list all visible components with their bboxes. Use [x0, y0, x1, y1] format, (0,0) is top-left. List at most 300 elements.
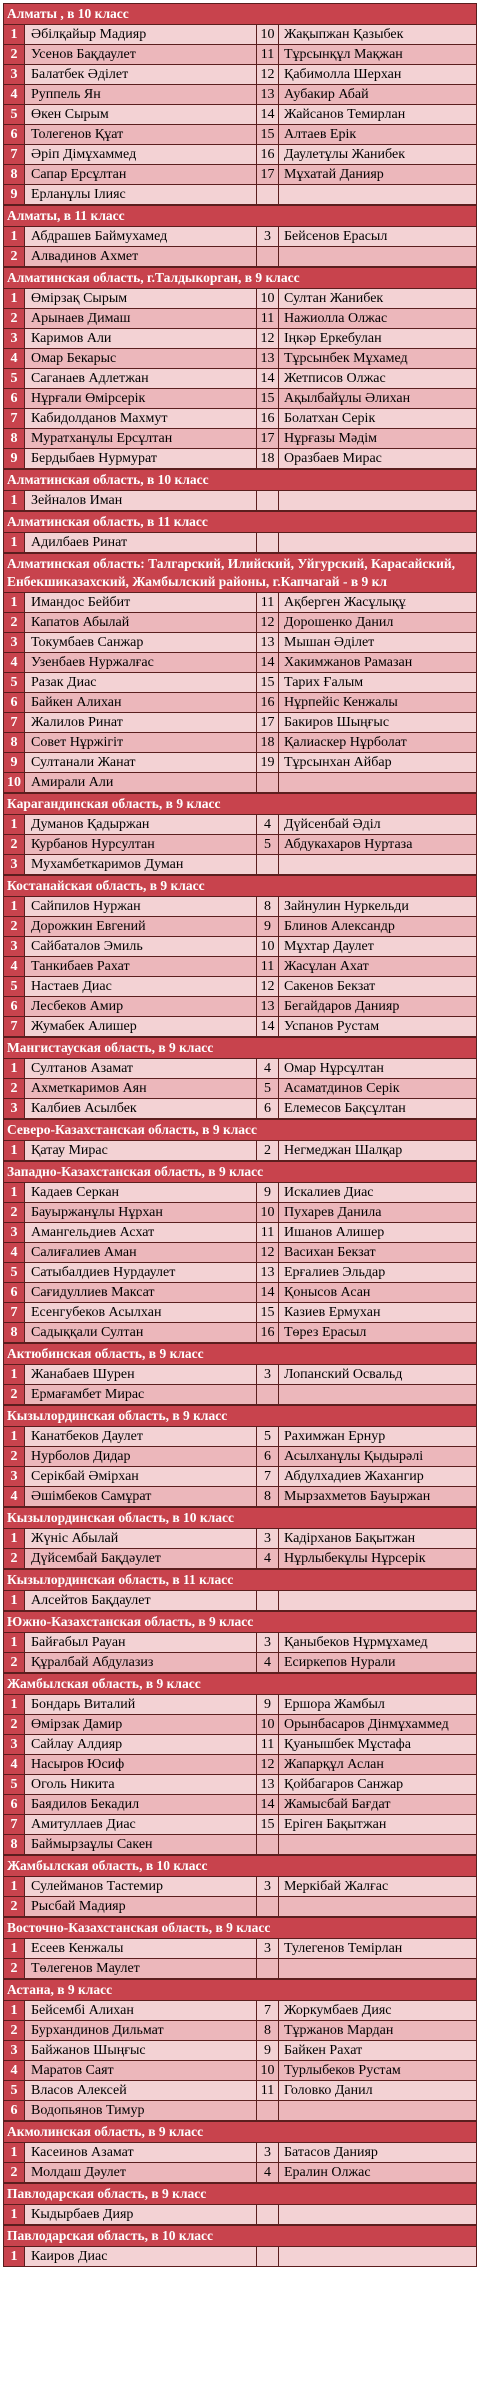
right-name-cell [279, 773, 476, 792]
left-name-cell: Салиғалиев Аман [25, 1243, 257, 1262]
table-row [4, 45, 476, 65]
left-name-cell: Өмірзақ Сырым [25, 289, 257, 308]
left-number-cell: 5 [4, 105, 25, 124]
left-number-cell: 2 [4, 1385, 25, 1404]
right-name-cell: Жоркумбаев Дияс [284, 2003, 392, 2018]
right-number-cell: 16 [257, 693, 279, 712]
right-name-cell: Ерғалиев Эльдар [284, 1265, 386, 1280]
section-block [3, 1673, 477, 1855]
right-number-cell: 11 [257, 45, 279, 64]
left-name-cell: Молдаш Дәулет [25, 2163, 257, 2182]
right-number-cell: 3 [257, 1939, 279, 1958]
section-title: Алматинская область, г.Талдыкорган, в 9 класс [4, 268, 476, 289]
right-number-cell: 16 [257, 409, 279, 428]
left-number-cell: 3 [4, 855, 25, 874]
left-name-cell: Толегенов Құат [25, 125, 257, 144]
right-number-cell: 15 [257, 389, 279, 408]
left-number-cell: 1 [4, 1141, 25, 1160]
table-row [4, 1715, 476, 1735]
table-row [4, 349, 476, 369]
left-number-cell: 2 [4, 1653, 25, 1672]
table-row [4, 1775, 476, 1795]
table-row [4, 713, 476, 733]
left-name-cell: Әріп Дімұхаммед [25, 145, 257, 164]
right-name-cell: Мұхтар Даулет [284, 939, 374, 954]
table-row [4, 997, 476, 1017]
table-row [4, 289, 476, 309]
left-name-cell: Думанов Қадыржан [25, 815, 257, 834]
left-number-cell: 2 [4, 2021, 25, 2040]
left-number-cell: 7 [4, 713, 25, 732]
left-name-cell: Сағидуллиев Максат [25, 1283, 257, 1302]
left-number-cell: 5 [4, 2081, 25, 2100]
section-title: Северо-Казахстанская область, в 9 класс [4, 1120, 476, 1141]
right-number-cell: 12 [257, 329, 279, 348]
section-block [3, 3, 477, 205]
left-number-cell: 1 [4, 593, 25, 612]
section-block [3, 1917, 477, 1979]
right-name-cell: Нұрғазы Мәдім [284, 431, 378, 446]
right-name-cell [279, 2205, 476, 2224]
left-number-cell: 5 [4, 977, 25, 996]
left-name-cell: Жалилов Ринат [25, 713, 257, 732]
right-name-cell: Алтаев Ерік [284, 127, 357, 142]
section-block [3, 2225, 477, 2267]
table-row [4, 329, 476, 349]
right-number-cell: 17 [257, 429, 279, 448]
right-number-cell [257, 1835, 279, 1854]
left-number-cell: 2 [4, 45, 25, 64]
right-name-cell [279, 1897, 476, 1916]
right-name-cell: Меркібай Жалғас [284, 1879, 389, 1894]
table-row [4, 185, 476, 205]
right-number-cell: 8 [257, 2021, 279, 2040]
table-row [4, 1203, 476, 1223]
left-name-cell: Байкен Алихан [25, 693, 257, 712]
left-name-cell: Калбиев Асылбек [25, 1099, 257, 1118]
right-name-cell: Омар Нұрсұлтан [284, 1061, 384, 1076]
right-name-cell: Іңкәр Еркебулан [284, 331, 382, 346]
right-number-cell [257, 855, 279, 874]
right-name-cell: Рахимжан Ернур [284, 1429, 386, 1444]
right-name-cell: Тарих Ғалым [284, 675, 364, 690]
table-row [4, 1695, 476, 1715]
right-number-cell: 16 [257, 145, 279, 164]
section-block [3, 793, 477, 875]
right-number-cell: 10 [257, 937, 279, 956]
right-number-cell: 3 [257, 1529, 279, 1548]
right-number-cell: 6 [257, 1099, 279, 1118]
left-name-cell: Есеев Кенжалы [25, 1939, 257, 1958]
table-row [4, 1017, 476, 1037]
table-row [4, 369, 476, 389]
left-number-cell: 1 [4, 533, 25, 552]
table-row [4, 1897, 476, 1917]
section-title: Алматинская область, в 10 класс [4, 470, 476, 491]
table-row [4, 1633, 476, 1653]
right-name-cell: Нұрпейіс Кенжалы [284, 695, 398, 710]
left-name-cell: Бурхандинов Дильмат [25, 2021, 257, 2040]
left-name-cell: Есенгубеков Асылхан [25, 1303, 257, 1322]
left-name-cell: Нұрғали Өмірсерік [25, 389, 257, 408]
right-number-cell: 10 [257, 2061, 279, 2080]
left-name-cell: Сапар Ерсұлтан [25, 165, 257, 184]
table-row [4, 1487, 476, 1507]
right-name-cell: Жамысбай Бағдат [284, 1797, 391, 1812]
left-name-cell: Байжанов Шыңғыс [25, 2041, 257, 2060]
right-number-cell: 18 [257, 733, 279, 752]
left-name-cell: Жүніс Абылай [25, 1529, 257, 1548]
right-number-cell: 14 [257, 105, 279, 124]
left-number-cell: 3 [4, 65, 25, 84]
right-number-cell: 8 [257, 1487, 279, 1506]
left-name-cell: Балатбек Әділет [25, 65, 257, 84]
table-row [4, 773, 476, 793]
right-name-cell: Ақберген Жасұлықұ [284, 595, 406, 610]
left-number-cell: 1 [4, 1183, 25, 1202]
right-number-cell: 19 [257, 753, 279, 772]
table-row [4, 2101, 476, 2121]
left-number-cell: 7 [4, 409, 25, 428]
left-number-cell: 3 [4, 937, 25, 956]
right-number-cell: 17 [257, 713, 279, 732]
left-number-cell: 3 [4, 1735, 25, 1754]
table-row [4, 1795, 476, 1815]
section-title: Костанайская область, в 9 класс [4, 876, 476, 897]
left-name-cell: Канатбеков Даулет [25, 1427, 257, 1446]
right-name-cell: Жетписов Олжас [284, 371, 386, 386]
right-number-cell: 10 [257, 1715, 279, 1734]
left-name-cell: Разак Диас [25, 673, 257, 692]
right-number-cell: 3 [257, 2143, 279, 2162]
table-row [4, 429, 476, 449]
right-number-cell [257, 773, 279, 792]
table-row [4, 2081, 476, 2101]
section-title: Актюбинская область, в 9 класс [4, 1344, 476, 1365]
left-number-cell: 9 [4, 753, 25, 772]
table-row [4, 937, 476, 957]
right-name-cell: Ақылбайұлы Әлихан [284, 391, 411, 406]
table-row [4, 1529, 476, 1549]
left-name-cell: Рысбай Мадияр [25, 1897, 257, 1916]
right-name-cell: Лопанский Освальд [284, 1367, 403, 1382]
left-number-cell: 3 [4, 2041, 25, 2060]
left-number-cell: 1 [4, 1427, 25, 1446]
section-block [3, 1569, 477, 1611]
section-block [3, 1119, 477, 1161]
table-row [4, 1141, 476, 1161]
left-number-cell: 5 [4, 1775, 25, 1794]
right-name-cell: Тулегенов Темірлан [284, 1941, 403, 1956]
left-name-cell: Баймырзаұлы Сакен [25, 1835, 257, 1854]
left-number-cell: 2 [4, 1549, 25, 1568]
right-name-cell [279, 2247, 476, 2266]
section-block [3, 1405, 477, 1507]
table-row [4, 2041, 476, 2061]
right-number-cell: 13 [257, 1775, 279, 1794]
left-number-cell: 5 [4, 1263, 25, 1282]
right-name-cell: Аубакир Абай [284, 87, 369, 102]
left-name-cell: Водопьянов Тимур [25, 2101, 257, 2120]
left-name-cell: Капатов Абылай [25, 613, 257, 632]
right-number-cell: 12 [257, 65, 279, 84]
left-name-cell: Адилбаев Ринат [25, 533, 257, 552]
left-number-cell: 2 [4, 835, 25, 854]
table-row [4, 1283, 476, 1303]
right-number-cell [257, 491, 279, 510]
left-number-cell: 4 [4, 1243, 25, 1262]
right-name-cell: Асылханұлы Қыдырәлі [284, 1449, 424, 1464]
left-number-cell: 8 [4, 429, 25, 448]
table-row [4, 2061, 476, 2081]
left-number-cell: 1 [4, 1365, 25, 1384]
left-name-cell: Амитуллаев Диас [25, 1815, 257, 1834]
table-row [4, 733, 476, 753]
left-number-cell: 1 [4, 2205, 25, 2224]
table-row [4, 1323, 476, 1343]
section-block [3, 1507, 477, 1569]
section-title: Акмолинская область, в 9 класс [4, 2122, 476, 2143]
table-row [4, 1653, 476, 1673]
right-name-cell [279, 185, 476, 204]
right-number-cell: 14 [257, 1283, 279, 1302]
table-row [4, 1835, 476, 1855]
right-number-cell: 9 [257, 917, 279, 936]
section-block [3, 2183, 477, 2225]
left-number-cell: 7 [4, 1815, 25, 1834]
table-row [4, 389, 476, 409]
right-number-cell: 11 [257, 957, 279, 976]
left-number-cell: 5 [4, 369, 25, 388]
left-number-cell: 4 [4, 85, 25, 104]
left-name-cell: Өкен Сырым [25, 105, 257, 124]
left-number-cell: 6 [4, 997, 25, 1016]
right-number-cell: 18 [257, 449, 279, 468]
table-row [4, 65, 476, 85]
right-name-cell: Пухарев Данила [284, 1205, 382, 1220]
right-name-cell: Турлыбеков Рустам [284, 2063, 401, 2078]
section-title: Жамбылская область, в 9 класс [4, 1674, 476, 1695]
left-number-cell: 7 [4, 145, 25, 164]
right-number-cell: 3 [257, 1633, 279, 1652]
left-number-cell: 2 [4, 2163, 25, 2182]
table-row [4, 247, 476, 267]
right-number-cell: 5 [257, 835, 279, 854]
right-number-cell: 10 [257, 25, 279, 44]
table-row [4, 1959, 476, 1979]
left-name-cell: Оголь Никита [25, 1775, 257, 1794]
right-name-cell: Қалиаскер Нұрболат [284, 735, 407, 750]
table-row [4, 409, 476, 429]
right-name-cell: Даулетұлы Жанибек [284, 147, 405, 162]
left-name-cell: Бауыржанұлы Нұрхан [25, 1203, 257, 1222]
right-number-cell: 3 [257, 1877, 279, 1896]
left-number-cell: 6 [4, 1795, 25, 1814]
right-name-cell: Ишанов Алишер [284, 1225, 385, 1240]
table-row [4, 1059, 476, 1079]
left-name-cell: Нурболов Дидар [25, 1447, 257, 1466]
table-row [4, 693, 476, 713]
section-title: Алматинская область: Талгарский, Илийский, Уйгурский, Карасайский, Енбекшиказахский, Жамбылский районы, г.Капчагай - в 9 кл [4, 554, 476, 593]
left-name-cell: Қатау Мирас [25, 1141, 257, 1160]
table-row [4, 753, 476, 773]
left-number-cell: 6 [4, 125, 25, 144]
left-name-cell: Зейналов Иман [25, 491, 257, 510]
right-number-cell: 13 [257, 349, 279, 368]
section-title: Астана, в 9 класс [4, 1980, 476, 2001]
right-number-cell: 9 [257, 1695, 279, 1714]
left-name-cell: Кадаев Серкан [25, 1183, 257, 1202]
left-name-cell: Байғабыл Рауан [25, 1633, 257, 1652]
left-number-cell: 3 [4, 1099, 25, 1118]
right-name-cell: Батасов Данияр [284, 2145, 378, 2160]
left-name-cell: Алвадинов Ахмет [25, 247, 257, 266]
left-number-cell: 7 [4, 1303, 25, 1322]
right-name-cell: Орынбасаров Дінмұхаммед [284, 1717, 449, 1732]
table-row [4, 2247, 476, 2267]
right-number-cell: 4 [257, 815, 279, 834]
left-number-cell: 6 [4, 2101, 25, 2120]
right-number-cell: 14 [257, 369, 279, 388]
left-name-cell: Дорожкин Евгений [25, 917, 257, 936]
right-number-cell: 14 [257, 1795, 279, 1814]
right-name-cell: Кадірханов Бақытжан [284, 1531, 416, 1546]
left-name-cell: Серікбай Әмірхан [25, 1467, 257, 1486]
section-title: Кызылординская область, в 11 класс [4, 1570, 476, 1591]
right-number-cell: 4 [257, 1059, 279, 1078]
right-name-cell: Ералин Олжас [284, 2165, 371, 2180]
table-row [4, 2143, 476, 2163]
left-name-cell: Дүйсембай Бақдәулет [25, 1549, 257, 1568]
section-title: Кызылординская область, в 9 класс [4, 1406, 476, 1427]
right-number-cell: 7 [257, 1467, 279, 1486]
table-row [4, 957, 476, 977]
section-title: Мангистауская область, в 9 класс [4, 1038, 476, 1059]
table-row [4, 491, 476, 511]
table-row [4, 2205, 476, 2225]
right-number-cell: 3 [257, 227, 279, 246]
left-name-cell: Алсейтов Бақдаулет [25, 1591, 257, 1610]
participants-table [3, 3, 477, 2267]
right-name-cell: Жақыпжан Қазыбек [284, 27, 404, 42]
left-name-cell: Бердыбаев Нурмурат [25, 449, 257, 468]
section-title: Алматы, в 11 класс [4, 206, 476, 227]
left-name-cell: Құралбай Абдулазиз [25, 1653, 257, 1672]
right-number-cell: 7 [257, 2001, 279, 2020]
right-number-cell: 4 [257, 1653, 279, 1672]
right-name-cell: Нұрлыбекұлы Нұрсерік [284, 1551, 426, 1566]
right-name-cell: Искалиев Диас [284, 1185, 374, 1200]
right-number-cell: 8 [257, 897, 279, 916]
right-name-cell: Султан Жанибек [284, 291, 384, 306]
section-block [3, 553, 477, 793]
right-number-cell: 11 [257, 1223, 279, 1242]
left-name-cell: Садыққали Султан [25, 1323, 257, 1342]
right-number-cell: 14 [257, 1017, 279, 1036]
left-name-cell: Сайпилов Нуржан [25, 897, 257, 916]
right-name-cell: Байкен Рахат [284, 2043, 363, 2058]
table-row [4, 1549, 476, 1569]
left-number-cell: 3 [4, 1467, 25, 1486]
left-name-cell: Арынаев Димаш [25, 309, 257, 328]
left-name-cell: Амангельдиев Асхат [25, 1223, 257, 1242]
left-number-cell: 2 [4, 1959, 25, 1978]
left-number-cell: 4 [4, 1487, 25, 1506]
table-row [4, 1877, 476, 1897]
left-number-cell: 4 [4, 957, 25, 976]
left-number-cell: 2 [4, 613, 25, 632]
left-number-cell: 2 [4, 309, 25, 328]
right-name-cell: Тұрсынхан Айбар [284, 755, 392, 770]
section-block [3, 1979, 477, 2121]
right-number-cell: 12 [257, 613, 279, 632]
left-number-cell: 2 [4, 247, 25, 266]
section-block [3, 267, 477, 469]
right-name-cell: Төрез Ерасыл [284, 1325, 367, 1340]
left-number-cell: 1 [4, 289, 25, 308]
right-number-cell: 13 [257, 85, 279, 104]
right-number-cell [257, 1591, 279, 1610]
right-number-cell: 12 [257, 977, 279, 996]
right-name-cell: Ершора Жамбыл [284, 1697, 385, 1712]
section-block [3, 1161, 477, 1343]
section-block [3, 205, 477, 267]
left-number-cell: 2 [4, 1079, 25, 1098]
left-name-cell: Баядилов Бекадил [25, 1795, 257, 1814]
left-number-cell: 1 [4, 1633, 25, 1652]
right-number-cell [257, 1897, 279, 1916]
left-name-cell: Муратханұлы Ерсұлтан [25, 429, 257, 448]
right-name-cell: Сакенов Бекзат [284, 979, 376, 994]
table-row [4, 1099, 476, 1119]
right-name-cell [279, 855, 476, 874]
right-name-cell: Жасұлан Ахат [284, 959, 369, 974]
left-number-cell: 3 [4, 1223, 25, 1242]
left-number-cell: 2 [4, 1715, 25, 1734]
left-number-cell: 6 [4, 389, 25, 408]
right-name-cell: Негмеджан Шалқар [284, 1143, 403, 1158]
table-row [4, 227, 476, 247]
right-number-cell: 15 [257, 1815, 279, 1834]
right-number-cell: 16 [257, 1323, 279, 1342]
right-name-cell: Тұрсынқұл Мақжан [284, 47, 403, 62]
left-number-cell: 8 [4, 165, 25, 184]
right-name-cell: Қойбагаров Санжар [284, 1777, 404, 1792]
left-name-cell: Сайбаталов Эмиль [25, 937, 257, 956]
right-name-cell [279, 1385, 476, 1404]
left-name-cell: Руппель Ян [25, 85, 257, 104]
left-name-cell: Каримов Али [25, 329, 257, 348]
right-name-cell: Хакимжанов Рамазан [284, 655, 413, 670]
section-title: Павлодарская область, в 10 класс [4, 2226, 476, 2247]
right-number-cell: 13 [257, 997, 279, 1016]
right-name-cell: Жайсанов Темирлан [284, 107, 406, 122]
left-name-cell: Каиров Диас [25, 2247, 257, 2266]
right-name-cell: Бакиров Шыңғыс [284, 715, 390, 730]
left-number-cell: 7 [4, 1017, 25, 1036]
right-number-cell: 3 [257, 1365, 279, 1384]
left-number-cell: 1 [4, 815, 25, 834]
table-row [4, 2163, 476, 2183]
right-name-cell: Асаматдинов Серік [284, 1081, 400, 1096]
right-name-cell: Нажиолла Олжас [284, 311, 388, 326]
left-number-cell: 1 [4, 2143, 25, 2162]
left-number-cell: 4 [4, 2061, 25, 2080]
left-name-cell: Жумабек Алишер [25, 1017, 257, 1036]
left-name-cell: Совет Нұржігіт [25, 733, 257, 752]
right-number-cell: 5 [257, 1427, 279, 1446]
left-name-cell: Имандос Бейбит [25, 593, 257, 612]
